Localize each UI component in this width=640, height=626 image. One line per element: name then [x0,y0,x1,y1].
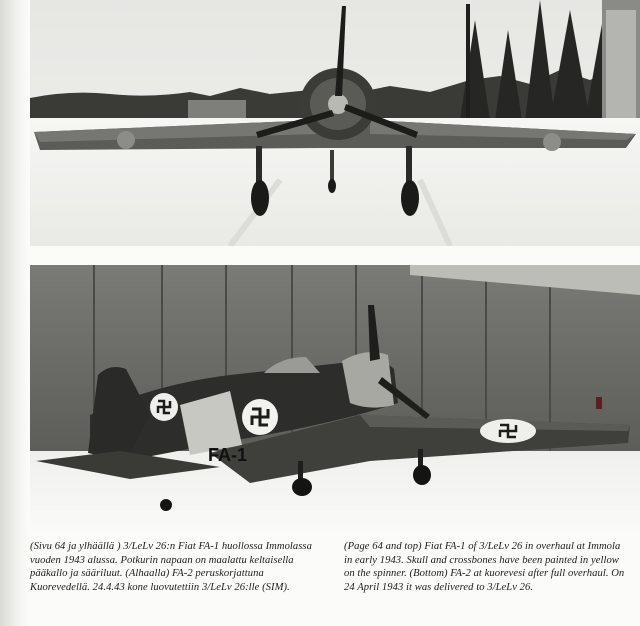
bottom-photo-image [30,265,640,530]
caption-finnish: (Sivu 64 ja ylhäällä ) 3/LeLv 26:n Fiat FA-1 huollossa Immolassa vuoden 1943 alussa. Potkurin napaan on maalattu keltaisella pääkallo ja sääriluut. (Alhaalla) FA-2 peruskorjattuna Kuorevedellä. 24.4.43 kone luovutettiin 3/LeLv 26:lle (SIM). [30,541,312,593]
bottom-photograph [30,265,640,530]
top-photo-image [30,0,640,246]
book-binding-shadow [0,0,28,626]
fuselage-code-label: FA-1 [208,445,248,465]
caption-columns [30,540,630,622]
top-photograph [30,0,640,246]
caption-english: (Page 64 and top) Fiat FA-1 of 3/LeLv 26 in overhaul at Immola in early 1943. Skull and crossbones have been painted in yellow on the spinner. (Bottom) FA-2 at kuorevesi after full overhaul. On 24 April 1943 it was delivered to 3/LeLv 26. [344,541,625,593]
